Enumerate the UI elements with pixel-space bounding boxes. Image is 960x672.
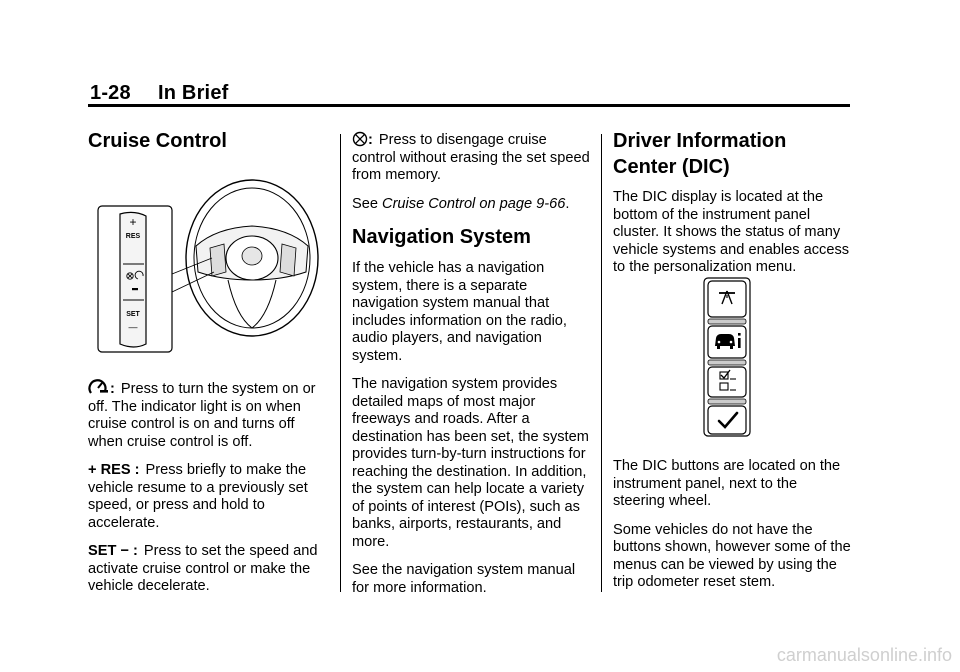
- page-number: 1-28: [90, 82, 131, 104]
- column-dic: [613, 128, 853, 288]
- column-divider-2: [601, 134, 602, 592]
- section-title: In Brief: [158, 82, 229, 104]
- cruise-items: [88, 378, 328, 607]
- cancel-text: Press to disengage cruise control without erasing the set speed from memory.: [352, 132, 590, 183]
- cruise-page-reference: Cruise Control on page 9-66: [382, 195, 566, 212]
- nav-paragraph-2: The navigation system provides detailed maps of most major freeways and roads. After a destination has been set, the system provides turn-by-turn instructions for reaching the destination. In addition, the system can help locate a variety of points of interest (POIs), such as banks, airports, restaurants, and more.: [352, 376, 589, 550]
- page-header: [88, 82, 850, 106]
- steering-wheel-illustration: [96, 176, 328, 356]
- column-navigation: [352, 131, 592, 608]
- cruise-control-heading: Cruise Control: [88, 130, 227, 152]
- resume-text: Press briefly to make the vehicle resume to a previously set speed, or press and hold to accelerate.: [88, 462, 308, 531]
- cruise-speedometer-icon: [88, 378, 110, 396]
- cruise-on-off-item: [88, 378, 328, 451]
- see-cruise-reference: [352, 196, 592, 214]
- column-cruise-control: [88, 128, 328, 154]
- set-item: [88, 543, 328, 596]
- set-text: Press to set the speed and activate cruise control or make the vehicle decelerate.: [88, 543, 318, 594]
- dic-paragraph-1: The DIC display is located at the bottom of the instrument panel cluster. It shows the status of many vehicle systems and enables access to the personalization menu.: [613, 189, 850, 275]
- switch-minus-label: —: [128, 322, 138, 332]
- dic-heading-line1: Driver Information: [613, 130, 787, 152]
- column-divider-1: [340, 134, 341, 592]
- resume-term: + RES :: [88, 462, 140, 478]
- dic-text-lower: [613, 458, 853, 603]
- cancel-term: :: [368, 132, 373, 148]
- nav-paragraph-3: See the navigation system manual for more information.: [352, 562, 576, 596]
- set-term: SET − :: [88, 543, 138, 559]
- see-suffix: .: [565, 195, 570, 212]
- see-prefix: See: [352, 195, 378, 212]
- dic-paragraph-2: The DIC buttons are located on the instrument panel, next to the steering wheel.: [613, 458, 841, 509]
- switch-res-label: RES: [125, 233, 141, 240]
- cancel-circle-x-icon: [352, 131, 368, 147]
- cancel-item: [352, 131, 592, 185]
- dic-buttons-illustration: [700, 276, 756, 440]
- switch-set-label: SET: [126, 311, 140, 318]
- dic-heading-line2: Center (DIC): [613, 156, 730, 178]
- resume-item: [88, 462, 328, 532]
- dic-paragraph-3: Some vehicles do not have the buttons shown, however some of the menus can be viewed by using the trip odometer reset stem.: [613, 521, 851, 590]
- header-rule: [88, 104, 850, 107]
- cruise-on-off-text: Press to turn the system on or off. The indicator light is on when cruise control is on and turns off when cruise control is off.: [88, 381, 316, 450]
- navigation-heading: Navigation System: [352, 226, 531, 248]
- cruise-on-off-term: :: [110, 381, 115, 397]
- nav-paragraph-1: If the vehicle has a navigation system, there is a separate navigation system manual that includes information on the radio, audio players, and navigation system.: [352, 260, 567, 364]
- watermark: carmanualsonline.info: [776, 645, 952, 665]
- switch-plus-label: +: [129, 215, 137, 229]
